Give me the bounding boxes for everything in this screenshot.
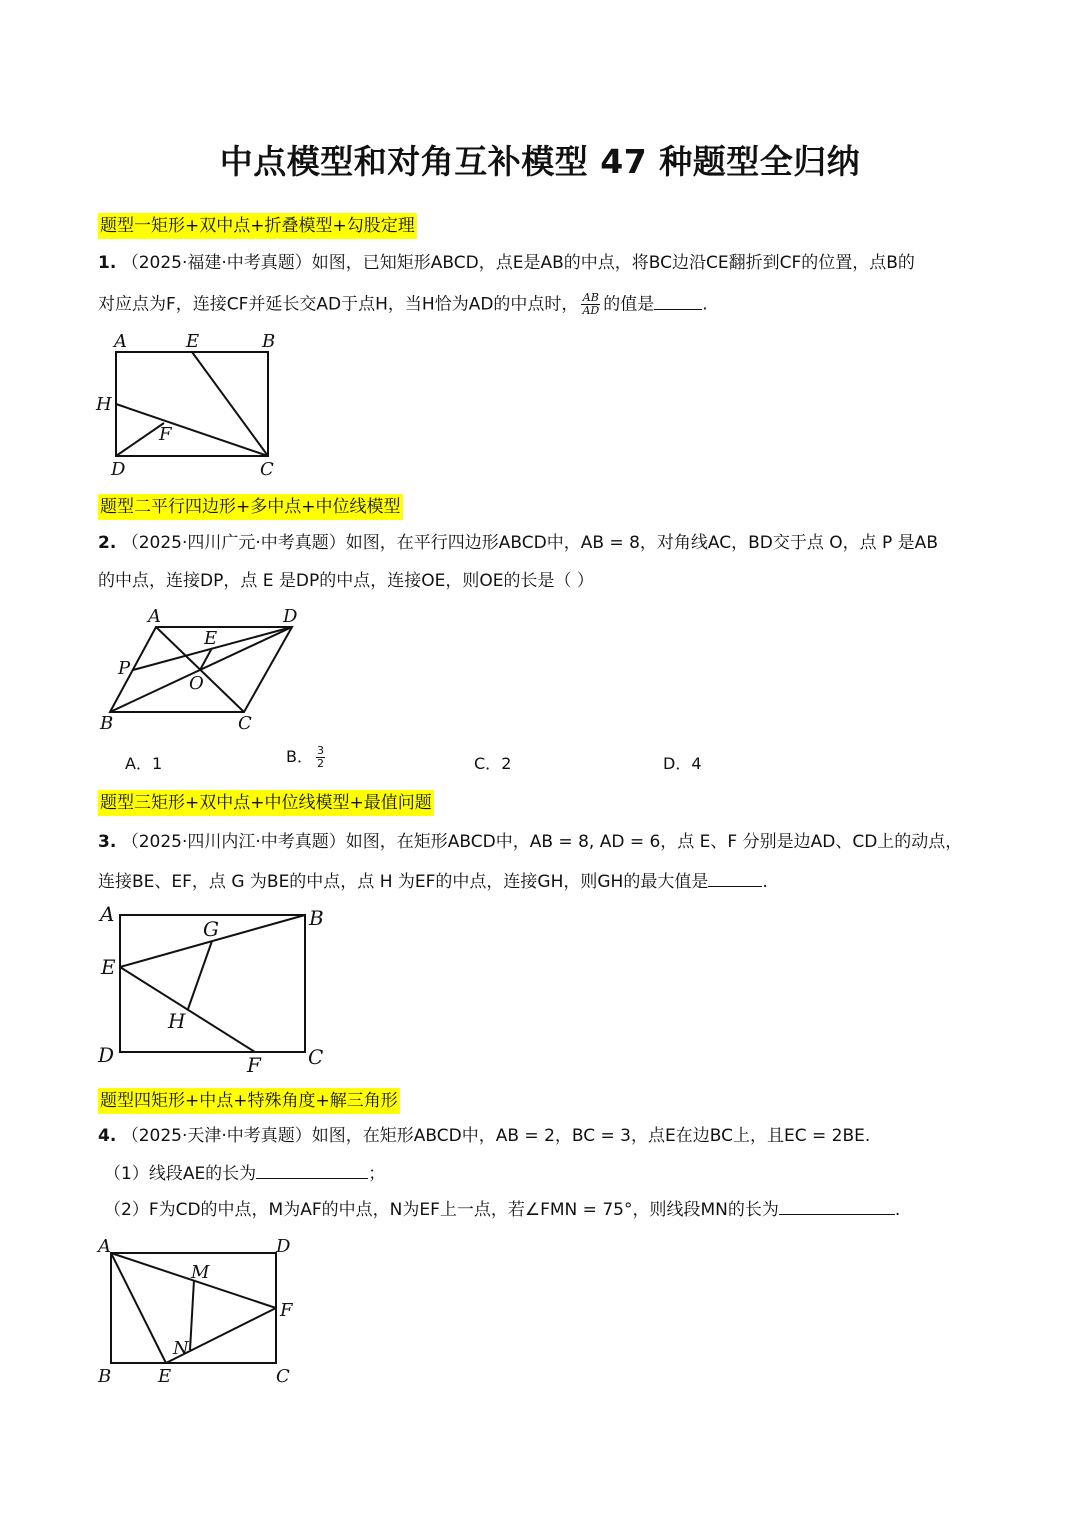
q4-label-d: D (276, 1236, 291, 1257)
q1-segment-df (116, 423, 164, 456)
q3-label-e: E (101, 955, 116, 979)
q1-fraction: $\frac{AB}{AD}$ (582, 291, 600, 317)
q2-line1 (98, 532, 938, 554)
section-heading-1: 题型一矩形+双中点+折叠模型+勾股定理 (98, 213, 417, 239)
q4-line1 (98, 1125, 870, 1147)
q3-line1 (98, 831, 962, 853)
q2-label-o: O (189, 673, 204, 694)
q1-segment-ec (192, 352, 268, 456)
q2-label-b: B (100, 713, 114, 734)
q2-figure (90, 600, 320, 740)
section-heading-2: 题型二平行四边形+多中点+中位线模型 (98, 494, 403, 520)
q1-label-e: E (186, 331, 200, 352)
q2-label-p: P (118, 658, 131, 679)
q4-label-b: B (98, 1366, 112, 1387)
q3-text-1: （2025·四川内江·中考真题）如图，在矩形ABCD中，AB = 8, AD = 6，点 E、F 分别是边AD、CD上的动点， (121, 832, 963, 852)
q4-figure (92, 1230, 322, 1395)
q2-label-c: C (238, 713, 252, 734)
q1-figure (90, 330, 300, 485)
q3-label-h: H (168, 1009, 186, 1033)
q4-text-2: （1）线段AE的长为 (104, 1164, 257, 1184)
q1-label-d: D (111, 459, 126, 480)
q3-label-b: B (309, 906, 324, 930)
q2-label-a: A (148, 606, 161, 627)
q3-label-c: C (308, 1045, 324, 1069)
q2-option-a-letter: A． (125, 754, 152, 773)
q3-label-f: F (247, 1053, 261, 1077)
q4-text-3: （2）F为CD的中点，M为AF的中点，N为EF上一点，若∠FMN = 75°，则线段MN的长为 (104, 1200, 779, 1220)
q2-option-d[interactable] (663, 751, 702, 774)
q2-option-b[interactable] (286, 744, 328, 770)
q4-period: . (894, 1200, 901, 1220)
section-heading-4: 题型四矩形+中点+特殊角度+解三角形 (98, 1088, 400, 1114)
q2-number: 2. (98, 533, 117, 553)
q2-text-1: （2025·四川广元·中考真题）如图，在平行四边形ABCD中，AB = 8，对角线AC，BD交于点 O，点 P 是AB (121, 533, 938, 553)
q4-label-e: E (158, 1366, 172, 1387)
q4-text-1: （2025·天津·中考真题）如图，在矩形ABCD中，AB = 2，BC = 3，点E在边BC上，且EC = 2BE. (121, 1126, 871, 1146)
q4-label-a: A (98, 1236, 111, 1257)
page-title: 中点模型和对角互补模型 47 种题型全归纳 (219, 142, 861, 181)
q3-line2 (98, 871, 768, 893)
q2-option-c[interactable] (474, 751, 511, 774)
q1-line2 (98, 292, 708, 317)
q2-option-a-value: 1 (151, 754, 163, 773)
q2-option-c-letter: C． (474, 754, 502, 773)
q3-label-d: D (98, 1043, 115, 1067)
q3-segment-gh (188, 941, 212, 1009)
q2-option-a[interactable] (125, 751, 162, 774)
q4-label-c: C (276, 1366, 290, 1387)
q2-label-d: D (283, 606, 298, 627)
q2-option-c-value: 2 (501, 754, 512, 773)
q4-answer-blank-1[interactable] (256, 1164, 368, 1179)
q2-option-d-letter: D． (663, 754, 692, 773)
q3-text-2: 连接BE、EF，点 G 为BE的中点，点 H 为EF的中点，连接GH，则GH的最大值是 (98, 872, 709, 892)
q1-label-c: C (260, 459, 274, 480)
q1-text-2: 对应点为F，连接CF并延长交AD于点H，当H恰为AD的中点时， (98, 294, 579, 315)
q4-line2 (104, 1163, 385, 1185)
q4-number: 4. (98, 1126, 117, 1146)
q2-line2 (98, 570, 594, 592)
q3-segment-ef (120, 967, 255, 1052)
q3-figure (92, 900, 342, 1080)
q1-label-b: B (262, 331, 276, 352)
q4-label-m: M (191, 1262, 210, 1283)
q1-label-a: A (114, 331, 127, 352)
q1-line1 (98, 252, 915, 274)
q1-segment-hc (116, 404, 268, 456)
q2-option-d-value: 4 (691, 754, 702, 773)
q4-label-n: N (173, 1338, 189, 1359)
q4-answer-blank-2[interactable] (779, 1200, 895, 1215)
q1-answer-blank[interactable] (654, 295, 702, 310)
q2-option-b-fraction: $\frac{3}{2}$ (316, 744, 324, 770)
q3-number: 3. (98, 832, 117, 852)
section-heading-3: 题型三矩形+双中点+中位线模型+最值问题 (98, 790, 434, 816)
q4-label-f: F (280, 1300, 293, 1321)
q2-option-b-letter: B． (286, 747, 313, 766)
q1-text-3: 的值是 (603, 294, 655, 315)
q2-text-2: 的中点，连接DP，点 E 是DP的中点，连接OE，则OE的长是（ ） (98, 571, 594, 591)
q1-label-f: F (159, 424, 172, 445)
q4-segment-mn (190, 1280, 194, 1350)
q1-number: 1. (98, 253, 117, 273)
q4-semicolon: ； (368, 1164, 386, 1184)
q3-label-g: G (203, 917, 219, 941)
q2-label-e: E (204, 628, 218, 649)
q3-answer-blank[interactable] (708, 872, 762, 887)
q1-text-1: （2025·福建·中考真题）如图，已知矩形ABCD，点E是AB的中点，将BC边沿CE翻折到CF的位置，点B的 (121, 253, 915, 273)
q1-label-h: H (96, 394, 112, 415)
q4-line3 (104, 1199, 900, 1221)
q1-period: . (702, 294, 708, 315)
q3-period: . (762, 872, 768, 892)
q3-label-a: A (100, 902, 115, 926)
